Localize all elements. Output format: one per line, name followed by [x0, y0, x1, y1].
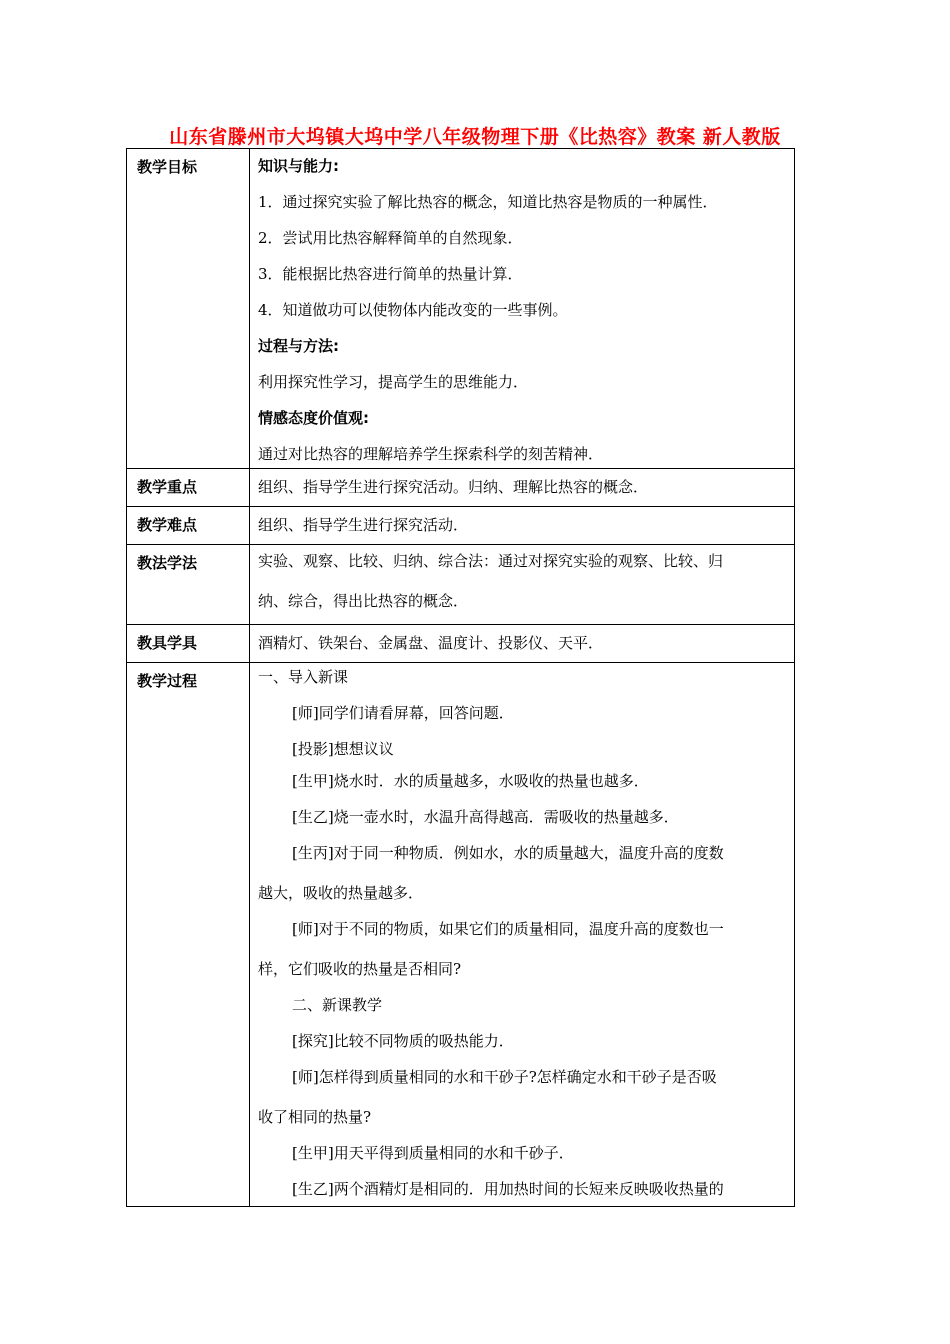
process-line-15: [生乙]两个酒精灯是相同的．用加热时间的长短来反映吸收热量的	[292, 1180, 724, 1198]
process-line-5: [生乙]烧一壶水时，水温升高得越高．需吸收的热量越多．	[292, 808, 679, 826]
process-content	[250, 663, 795, 1207]
label-tools: 教具学具	[127, 625, 250, 663]
goal-item-1: 1．通过探究实验了解比热容的概念，知道比热容是物质的一种属性．	[258, 193, 718, 211]
row-tools	[127, 625, 795, 663]
row-process	[127, 663, 795, 1207]
process-line-2: [师]同学们请看屏幕，回答问题．	[292, 704, 514, 722]
process-line-10: 二、新课教学	[292, 996, 383, 1014]
key-content	[250, 469, 795, 507]
goal-item-2: 2．尝试用比热容解释简单的自然现象．	[258, 229, 523, 247]
tools-text: 酒精灯、铁架台、金属盘、温度计、投影仪、天平．	[258, 634, 604, 652]
difficult-content	[250, 507, 795, 545]
method-content	[250, 545, 795, 625]
process-text: 利用探究性学习，提高学生的思维能力．	[258, 373, 529, 391]
row-key	[127, 469, 795, 507]
process-line-14: [生甲]用天平得到质量相同的水和千砂子．	[292, 1144, 574, 1162]
row-method	[127, 545, 795, 625]
key-text: 组织、指导学生进行探究活动。归纳、理解比热容的概念．	[258, 478, 649, 496]
process-line-9: 样，它们吸收的热量是否相同?	[258, 960, 462, 978]
process-line-13: 收了相同的热量?	[258, 1108, 372, 1126]
knowledge-heading: 知识与能力:	[258, 157, 339, 175]
label-method: 教法学法	[127, 545, 250, 625]
goal-item-3: 3．能根据比热容进行简单的热量计算．	[258, 265, 523, 283]
label-goals: 教学目标	[127, 149, 250, 469]
process-line-7: 越大，吸收的热量越多．	[258, 884, 424, 902]
process-line-11: [探究]比较不同物质的吸热能力．	[292, 1032, 514, 1050]
process-line-12: [师]怎样得到质量相同的水和干砂子?怎样确定水和干砂子是否吸	[292, 1068, 717, 1086]
goals-content	[250, 149, 795, 469]
row-difficult	[127, 507, 795, 545]
goal-item-4: 4．知道做功可以使物体内能改变的一些事例。	[258, 301, 568, 319]
method-text-line-2: 纳、综合，得出比热容的概念．	[258, 592, 469, 610]
method-text-line-1: 实验、观察、比较、归纳、综合法：通过对探究实验的观察、比较、归	[258, 552, 724, 570]
difficult-text: 组织、指导学生进行探究活动．	[258, 516, 469, 534]
process-heading: 过程与方法:	[258, 337, 339, 355]
process-line-1: 一、导入新课	[258, 668, 349, 686]
attitude-heading: 情感态度价值观:	[258, 409, 369, 427]
label-key: 教学重点	[127, 469, 250, 507]
process-line-6: [生丙]对于同一种物质．例如水，水的质量越大，温度升高的度数	[292, 844, 724, 862]
process-line-8: [师]对于不同的物质，如果它们的质量相同，温度升高的度数也一	[292, 920, 724, 938]
tools-content	[250, 625, 795, 663]
attitude-text: 通过对比热容的理解培养学生探索科学的刻苦精神．	[258, 445, 604, 463]
label-difficult: 教学难点	[127, 507, 250, 545]
row-goals	[127, 149, 795, 469]
document-title: 山东省滕州市大坞镇大坞中学八年级物理下册《比热容》教案 新人教版	[169, 126, 781, 148]
label-process: 教学过程	[127, 663, 250, 1207]
process-line-3: [投影]想想议议	[292, 740, 394, 758]
lesson-plan-table	[126, 148, 795, 1207]
process-line-4: [生甲]烧水时．水的质量越多，水吸收的热量也越多．	[292, 772, 649, 790]
